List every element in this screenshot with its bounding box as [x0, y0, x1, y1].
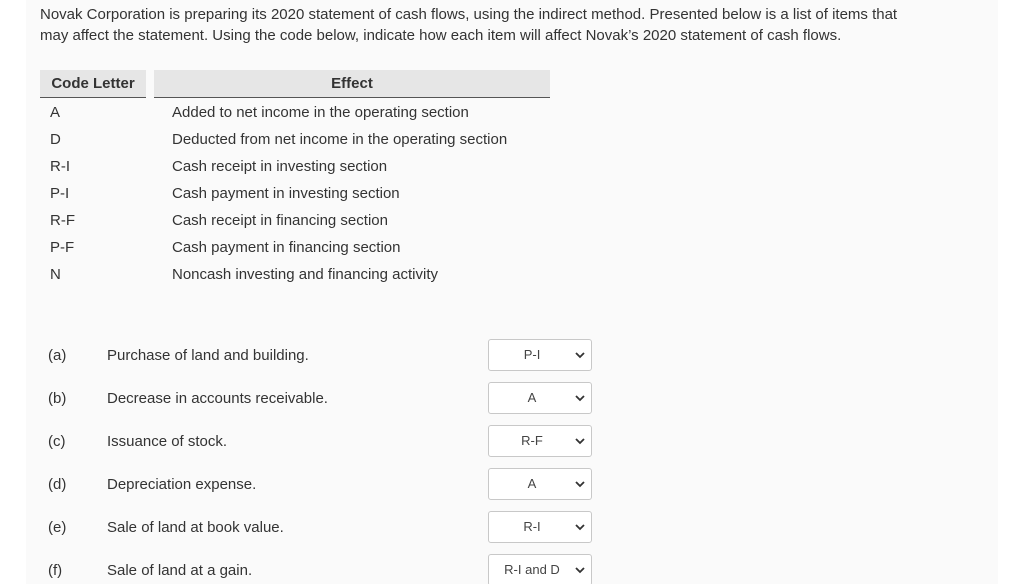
chevron-down-icon — [575, 350, 585, 360]
answer-select-c[interactable] — [488, 425, 592, 457]
item-letter: (c) — [48, 433, 66, 450]
code-effect: Noncash investing and financing activity — [172, 266, 438, 283]
question-intro — [40, 4, 1000, 46]
code-effect: Deducted from net income in the operating section — [172, 131, 508, 148]
chevron-down-icon — [575, 479, 585, 489]
code-row — [40, 180, 550, 207]
code-table-body — [40, 99, 550, 288]
select-value: A — [527, 390, 537, 405]
code-letter: N — [50, 266, 61, 283]
item-row-d — [40, 465, 620, 508]
header-gap — [146, 70, 154, 98]
select-value: R-I and D — [504, 562, 560, 577]
code-letter: R-F — [50, 212, 75, 229]
select-value: A — [527, 476, 537, 491]
code-effect: Cash payment in financing section — [172, 239, 401, 256]
item-row-e — [40, 508, 620, 551]
item-description: Purchase of land and building. — [107, 347, 309, 364]
code-table-header — [40, 70, 550, 97]
item-row-a — [40, 336, 620, 379]
item-description: Depreciation expense. — [107, 476, 257, 493]
code-effect: Cash receipt in financing section — [172, 212, 388, 229]
item-letter: (a) — [48, 347, 67, 364]
chevron-down-icon — [575, 565, 585, 575]
header-code-letter: Code Letter — [40, 70, 146, 98]
select-value: P-I — [523, 347, 541, 362]
item-letter: (f) — [48, 562, 63, 579]
code-effect: Added to net income in the operating section — [172, 104, 469, 121]
chevron-down-icon — [575, 393, 585, 403]
code-row — [40, 234, 550, 261]
item-row-f — [40, 551, 620, 584]
code-row — [40, 207, 550, 234]
chevron-down-icon — [575, 436, 585, 446]
answer-select-f[interactable] — [488, 554, 592, 584]
chevron-down-icon — [575, 522, 585, 532]
header-effect: Effect — [154, 70, 550, 98]
item-letter: (d) — [48, 476, 67, 493]
select-value: R-I — [523, 519, 541, 534]
item-row-b — [40, 379, 620, 422]
select-value: R-F — [521, 433, 543, 448]
item-letter: (e) — [48, 519, 67, 536]
item-row-c — [40, 422, 620, 465]
code-letter: P-F — [50, 239, 75, 256]
intro-line-2: may affect the statement. Using the code below, indicate how each item will affect Novak’s 2020 statement of cash flows. — [40, 27, 842, 44]
code-row — [40, 99, 550, 126]
code-effect: Cash payment in investing section — [172, 185, 400, 202]
code-effect: Cash receipt in investing section — [172, 158, 388, 175]
answer-select-d[interactable] — [488, 468, 592, 500]
code-row — [40, 153, 550, 180]
item-description: Issuance of stock. — [107, 433, 228, 450]
code-legend-table — [40, 70, 550, 283]
item-letter: (b) — [48, 390, 67, 407]
answer-select-e[interactable] — [488, 511, 592, 543]
code-letter: D — [50, 131, 61, 148]
code-row — [40, 261, 550, 288]
item-description: Sale of land at book value. — [107, 519, 284, 536]
item-description: Sale of land at a gain. — [107, 562, 253, 579]
intro-line-1: Novak Corporation is preparing its 2020 statement of cash flows, using the indirect method. Presented below is a list of items that — [40, 6, 898, 23]
code-letter: R-I — [50, 158, 70, 175]
code-letter: P-I — [50, 185, 70, 202]
code-row — [40, 126, 550, 153]
answer-select-b[interactable] — [488, 382, 592, 414]
code-letter: A — [50, 104, 61, 121]
answer-items — [40, 336, 620, 584]
item-description: Decrease in accounts receivable. — [107, 390, 328, 407]
answer-select-a[interactable] — [488, 339, 592, 371]
